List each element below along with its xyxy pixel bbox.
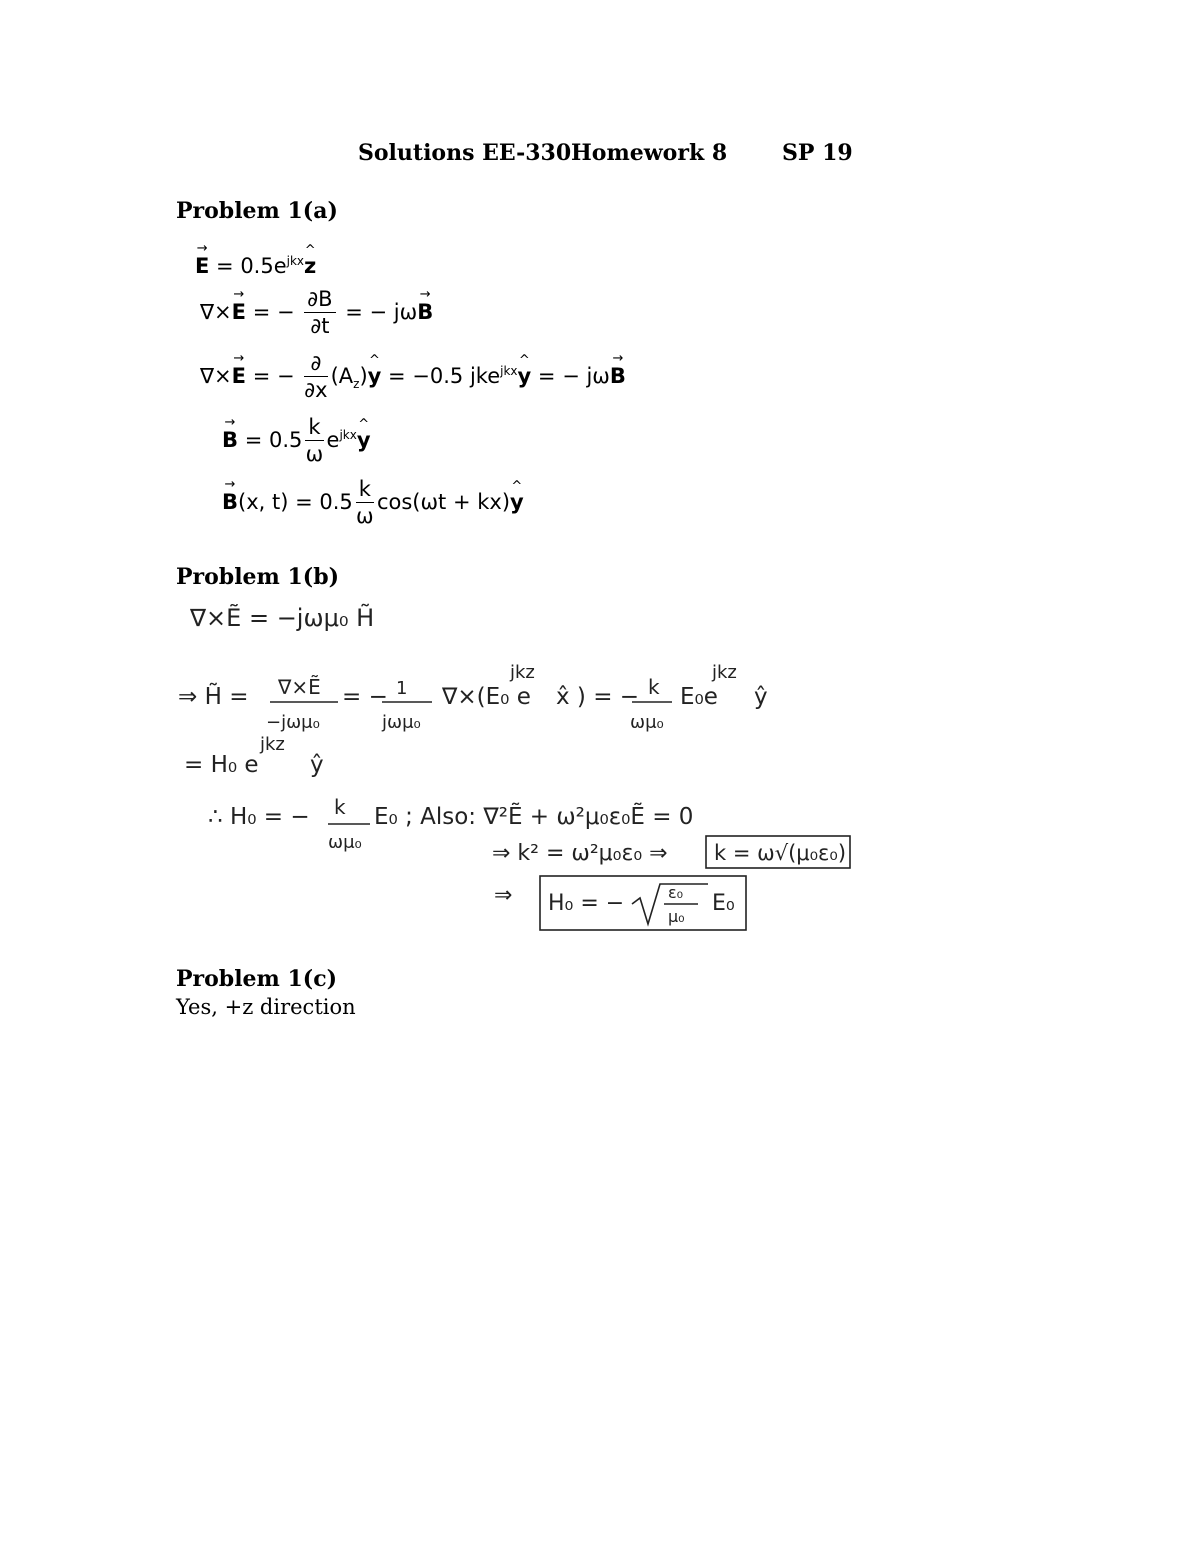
hw-line-3-exp: jkz: [260, 734, 285, 755]
hw-line-4-den: ωμ₀: [328, 832, 362, 853]
problem-1a-title: Problem 1(a): [176, 198, 338, 224]
hw-line-2c: ∇×(E₀ e: [442, 684, 531, 710]
hw-line-2-exp2: jkz: [712, 662, 737, 683]
hw-line-1: ∇×Ẽ = −jωμ₀ H̃: [190, 604, 375, 632]
problem-1b-title: Problem 1(b): [176, 564, 339, 590]
hw-line-2f: ŷ: [754, 684, 768, 710]
hw-line-4b: E₀ ; Also: ∇²Ẽ + ω²μ₀ε₀Ẽ = 0: [374, 804, 694, 830]
hw-line-5-box: k = ω√(μ₀ε₀): [714, 841, 847, 865]
equation-1a-1: → $E = 0.5e^{jkx}\^{}$ z: [195, 254, 316, 278]
equation-1a-5: → B(x, t) = 0.5 $\frac{k}{\omega}$ cos(ωt + kx)^ y: [222, 476, 524, 530]
header-term: SP 19: [782, 140, 853, 166]
handwritten-solution-1b: [170, 592, 870, 952]
hw-line-6a: ⇒: [494, 883, 513, 908]
hw-line-3: = H₀ e: [184, 752, 259, 778]
hw-line-2-num1: ∇×Ẽ: [278, 675, 321, 699]
hw-line-4-num: k: [334, 795, 346, 819]
hw-line-2-den3: ωμ₀: [630, 712, 664, 733]
hw-line-3b: ŷ: [310, 752, 324, 778]
hw-line-2-den2: jωμ₀: [382, 712, 421, 733]
hw-line-2-den1: −jωμ₀: [266, 712, 320, 733]
hw-line-6-num: ε₀: [668, 883, 684, 902]
hw-line-2-num3: k: [648, 675, 660, 699]
hw-line-4a: ∴ H₀ = −: [208, 804, 310, 830]
hw-line-2-num2: 1: [396, 678, 408, 699]
hw-line-5a: ⇒ k² = ω²μ₀ε₀ ⇒: [492, 841, 668, 866]
hw-line-2e: E₀e: [680, 684, 718, 710]
equation-1a-2: ∇×→ E = − $\frac{\partial B}{\partial t}$ = − jω→ B: [200, 286, 433, 340]
header-assignment: Homework 8: [571, 140, 728, 166]
hw-line-6-box-a: H₀ = −: [548, 891, 625, 916]
equation-1a-4: → B = 0.5 $\frac{k}{\omega}$ $e^{jkx}\^{}$ y: [222, 414, 371, 468]
hw-line-2d: x̂ ) = −: [556, 684, 640, 710]
hw-line-2a: ⇒ H̃ =: [178, 684, 249, 710]
equation-1a-3: ∇×→ E = − $\frac{\partial}{\partial x}$ $(A_z)\^{}$ y = −0.5 jke$^{jkx}$^ y = − jω→ B: [200, 350, 626, 404]
problem-1c-title: Problem 1(c): [176, 966, 338, 992]
hw-line-6-box-b: E₀: [712, 891, 735, 916]
header-course: Solutions EE-330: [358, 140, 572, 166]
problem-1c-answer: Yes, +z direction: [176, 995, 356, 1019]
hw-line-2-exp1: jkz: [510, 662, 535, 683]
hw-line-2b: = −: [342, 684, 388, 710]
hw-line-6-den: μ₀: [668, 907, 685, 926]
